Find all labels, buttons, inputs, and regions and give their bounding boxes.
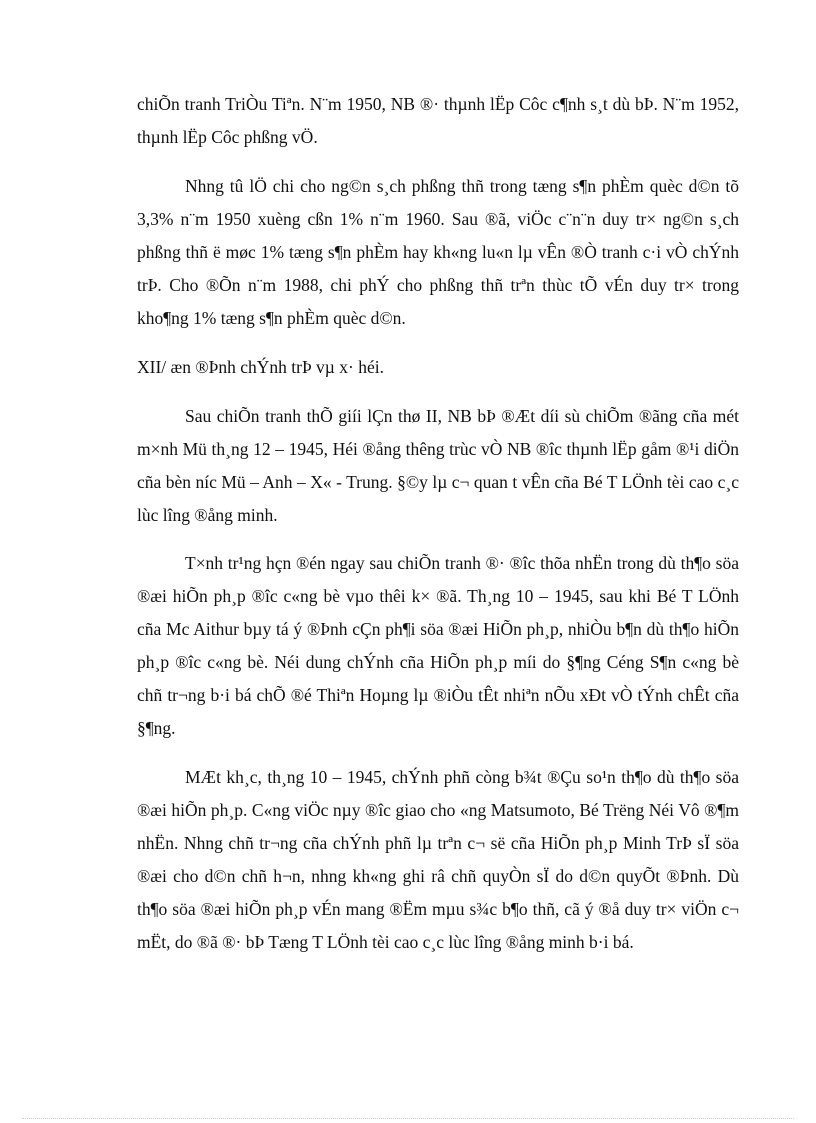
- document-body: [137, 88, 739, 959]
- page-bottom-divider: [22, 1118, 794, 1119]
- paragraph-government-draft: MÆt kh¸c, th¸ng 10 – 1945, chÝnh phñ còng b¾t ®Çu so¹n th¶o dù th¶o söa ®æi hiÕn ph¸p. C«ng viÖc nµy ®îc giao cho «ng Matsumoto, Bé Trëng Néi Vô ®¶m nhËn. Nhng chñ tr¬ng cña chÝnh phñ lµ trªn c¬ së cña HiÕn ph¸p Minh TrÞ sÏ söa ®æi cho d©n chñ h¬n, nhng kh«ng ghi râ chñ quyÒn sÏ do d©n quyÕt ®Þnh. Dù th¶o söa ®æi hiÕn ph¸p vÉn mang ®Ëm mµu s¾c b¶o thñ, cã ý ®å duy tr× viÖn c¬ mËt, do ®ã ®· bÞ Tæng T LÖnh tèi cao c¸c lùc lîng ®ång minh b·i bá.: [137, 767, 739, 952]
- paragraph-occupation: Sau chiÕn tranh thÕ giíi lÇn thø II, NB bÞ ®Æt díi sù chiÕm ®ãng cña mét m×nh Mü th¸ng 12 – 1945, Héi ®ång thêng trùc vÒ NB ®îc thµnh lËp gåm ®¹i diÖn cña bèn níc Mü – Anh – X« - Trung. §©y lµ c¬ quan t vÊn cña Bé T LÖnh tèi cao c¸c lùc lîng ®ång minh.: [137, 406, 739, 525]
- paragraph-defense-budget: Nhng tû lÖ chi cho ng©n s¸ch phßng thñ trong tæng s¶n phÈm quèc d©n tõ 3,3% n¨m 1950 xuèng cßn 1% n¨m 1960. Sau ®ã, viÖc c¨n¨n duy tr× ng©n s¸ch phßng thñ ë møc 1% tæng s¶n phÈm hay kh«ng lu«n lµ vÊn ®Ò tranh c·i vÒ chÝnh trÞ. Cho ®Õn n¨m 1988, chi phÝ cho phßng thñ trªn thùc tÕ vÉn duy tr× trong kho¶ng 1% tæng s¶n phÈm quèc d©n.: [137, 176, 739, 328]
- paragraph-constitution-drafts: T×nh tr¹ng hçn ®én ngay sau chiÕn tranh ®· ®îc thõa nhËn trong dù th¶o söa ®æi hiÕn ph¸p ®îc c«ng bè vµo thêi k× ®ã. Th¸ng 10 – 1945, sau khi Bé T LÖnh cña Mc Aithur bµy tá ý ®Þnh cÇn ph¶i söa ®æi HiÕn ph¸p, nhiÒu b¶n dù th¶o hiÕn ph¸p ®îc c«ng bè. Néi dung chÝnh cña HiÕn ph¸p míi do §¶ng Céng S¶n c«ng bè chñ tr¬ng b·i bá chÕ ®é Thiªn Hoµng lµ ®iÒu tÊt nhiªn nÕu xÐt vÒ tÝnh chÊt cña §¶ng.: [137, 553, 739, 738]
- paragraph-korean-war: chiÕn tranh TriÒu Tiªn. N¨m 1950, NB ®· thµnh lËp Côc c¶nh s¸t dù bÞ. N¨m 1952, thµnh lËp Côc phßng vÖ.: [137, 94, 739, 147]
- section-heading: XII/ æn ®Þnh chÝnh trÞ vµ x· héi.: [137, 357, 384, 377]
